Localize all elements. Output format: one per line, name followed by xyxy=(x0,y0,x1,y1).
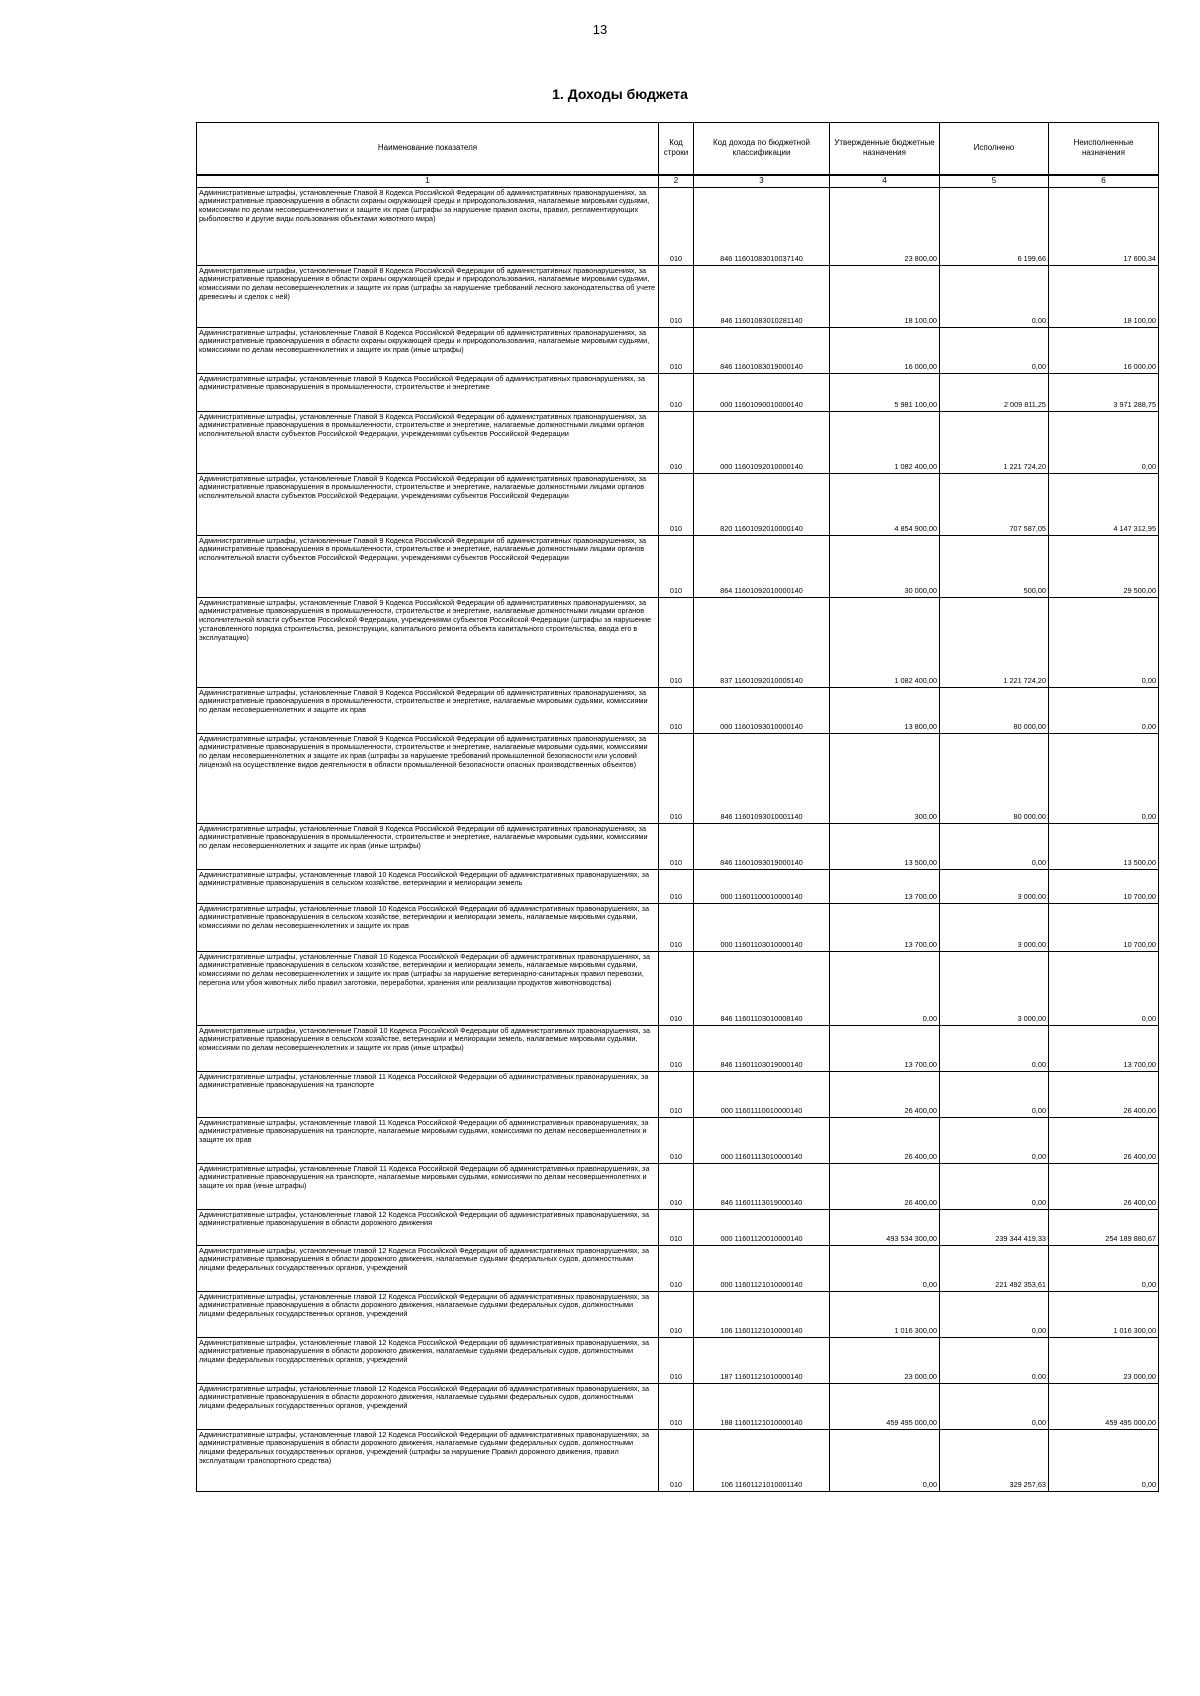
row-code-cell: 010 xyxy=(659,903,694,951)
row-executed-cell: 0,00 xyxy=(940,1383,1049,1429)
table-row xyxy=(197,411,1159,473)
row-code-cell: 010 xyxy=(659,1071,694,1117)
row-name-cell: Административные штрафы, установленные Главой 9 Кодекса Российской Федерации об административных правонарушениях, за административные правонарушения в промышленности, строительстве и энергетике, налагаемые мировыми судьями, комиссиями по делам несовершеннолетних и защите их прав xyxy=(197,687,659,733)
row-kbk-cell: 000 11601092010000140 xyxy=(694,411,830,473)
row-approved-cell: 30 000,00 xyxy=(830,535,940,597)
row-kbk-cell: 846 11601103019000140 xyxy=(694,1025,830,1071)
row-executed-cell: 1 221 724,20 xyxy=(940,411,1049,473)
row-executed-cell: 0,00 xyxy=(940,1163,1049,1209)
row-name-cell: Административные штрафы, установленные Главой 9 Кодекса Российской Федерации об административных правонарушениях, за административные правонарушения в промышленности, строительстве и энергетике, налагаемые должностными лицами органов исполнительной власти субъектов Российской Федерации, учреждениями субъектов Российской Федерации (штрафы за нарушение установленного порядка строительства, реконструкции, капитального ремонта объекта капитального строительства, ввода его в эксплуатацию) xyxy=(197,597,659,687)
row-kbk-cell: 846 11601083010281140 xyxy=(694,265,830,327)
table-row xyxy=(197,1071,1159,1117)
row-executed-cell: 500,00 xyxy=(940,535,1049,597)
row-approved-cell: 23 800,00 xyxy=(830,187,940,265)
row-executed-cell: 3 000,00 xyxy=(940,903,1049,951)
row-kbk-cell: 837 11601092010005140 xyxy=(694,597,830,687)
row-unexecuted-cell: 18 100,00 xyxy=(1049,265,1159,327)
row-code-cell: 010 xyxy=(659,869,694,903)
row-unexecuted-cell: 0,00 xyxy=(1049,1245,1159,1291)
row-code-cell: 010 xyxy=(659,1429,694,1491)
column-number: 2 xyxy=(659,175,694,188)
row-kbk-cell: 187 11601121010000140 xyxy=(694,1337,830,1383)
table-row xyxy=(197,473,1159,535)
row-executed-cell: 3 000,00 xyxy=(940,869,1049,903)
table-row xyxy=(197,823,1159,869)
row-executed-cell: 0,00 xyxy=(940,1337,1049,1383)
table-row xyxy=(197,1163,1159,1209)
row-code-cell: 010 xyxy=(659,1163,694,1209)
table-row xyxy=(197,903,1159,951)
row-kbk-cell: 846 11601083010037140 xyxy=(694,187,830,265)
row-kbk-cell: 820 11601092010000140 xyxy=(694,473,830,535)
row-kbk-cell: 846 11601113019000140 xyxy=(694,1163,830,1209)
header-unexecuted: Неисполненные назначения xyxy=(1049,123,1159,175)
row-approved-cell: 300,00 xyxy=(830,733,940,823)
row-unexecuted-cell: 3 971 288,75 xyxy=(1049,373,1159,411)
row-code-cell: 010 xyxy=(659,265,694,327)
row-unexecuted-cell: 1 016 300,00 xyxy=(1049,1291,1159,1337)
row-kbk-cell: 000 11601121010000140 xyxy=(694,1245,830,1291)
row-kbk-cell: 846 11601093010001140 xyxy=(694,733,830,823)
row-code-cell: 010 xyxy=(659,535,694,597)
row-approved-cell: 493 534 300,00 xyxy=(830,1209,940,1245)
row-approved-cell: 26 400,00 xyxy=(830,1117,940,1163)
row-kbk-cell: 000 11601090010000140 xyxy=(694,373,830,411)
row-code-cell: 010 xyxy=(659,687,694,733)
row-executed-cell: 329 257,63 xyxy=(940,1429,1049,1491)
row-code-cell: 010 xyxy=(659,1337,694,1383)
row-code-cell: 010 xyxy=(659,327,694,373)
row-unexecuted-cell: 26 400,00 xyxy=(1049,1071,1159,1117)
row-name-cell: Административные штрафы, установленные Главой 8 Кодекса Российской Федерации об административных правонарушениях, за административные правонарушения в области охраны окружающей среды и природопользования, налагаемые мировыми судьями, комиссиями по делам несовершеннолетних и защите их прав (иные штрафы) xyxy=(197,327,659,373)
row-name-cell: Административные штрафы, установленные Главой 10 Кодекса Российской Федерации об административных правонарушениях, за административные правонарушения в сельском хозяйстве, ветеринарии и мелиорации земель, налагаемые мировыми судьями, комиссиями по делам несовершеннолетних и защите их прав (штрафы за нарушение ветеринарно-санитарных правил перевозки, перегона или убоя животных либо правил заготовки, переработки, хранения или реализации продуктов животноводства) xyxy=(197,951,659,1025)
row-unexecuted-cell: 0,00 xyxy=(1049,733,1159,823)
table-row xyxy=(197,1117,1159,1163)
row-name-cell: Административные штрафы, установленные главой 10 Кодекса Российской Федерации об административных правонарушениях, за административные правонарушения в сельском хозяйстве, ветеринарии и мелиорации земель xyxy=(197,869,659,903)
row-unexecuted-cell: 13 500,00 xyxy=(1049,823,1159,869)
row-executed-cell: 0,00 xyxy=(940,1291,1049,1337)
table-row xyxy=(197,1291,1159,1337)
row-code-cell: 010 xyxy=(659,473,694,535)
table-row xyxy=(197,1209,1159,1245)
row-executed-cell: 80 000,00 xyxy=(940,733,1049,823)
row-approved-cell: 13 700,00 xyxy=(830,869,940,903)
table-row xyxy=(197,597,1159,687)
row-name-cell: Административные штрафы, установленные Главой 9 Кодекса Российской Федерации об административных правонарушениях, за административные правонарушения в промышленности, строительстве и энергетике, налагаемые мировыми судьями, комиссиями по делам несовершеннолетних и защите их прав (иные штрафы) xyxy=(197,823,659,869)
row-kbk-cell: 846 11601083019000140 xyxy=(694,327,830,373)
section-title: 1. Доходы бюджета xyxy=(552,86,688,102)
row-name-cell: Административные штрафы, установленные главой 12 Кодекса Российской Федерации об административных правонарушениях, за административные правонарушения в области дорожного движения, налагаемые судьями федеральных судов, должностными лицами федеральных государственных органов, учреждений xyxy=(197,1337,659,1383)
table-row xyxy=(197,265,1159,327)
row-executed-cell: 0,00 xyxy=(940,327,1049,373)
column-number: 4 xyxy=(830,175,940,188)
row-name-cell: Административные штрафы, установленные Главой 8 Кодекса Российской Федерации об административных правонарушениях, за административные правонарушения в области охраны окружающей среды и природопользования, налагаемые мировыми судьями, комиссиями по делам несовершеннолетних и защите их прав (штрафы за нарушение правил охоты, правил, регламентирующих рыболовство и другие виды пользования объектами животного мира) xyxy=(197,187,659,265)
row-approved-cell: 5 981 100,00 xyxy=(830,373,940,411)
row-unexecuted-cell: 4 147 312,95 xyxy=(1049,473,1159,535)
row-name-cell: Административные штрафы, установленные главой 11 Кодекса Российской Федерации об административных правонарушениях, за административные правонарушения на транспорте xyxy=(197,1071,659,1117)
table-row xyxy=(197,1245,1159,1291)
row-approved-cell: 13 700,00 xyxy=(830,903,940,951)
table-row xyxy=(197,1383,1159,1429)
row-executed-cell: 0,00 xyxy=(940,1025,1049,1071)
row-approved-cell: 26 400,00 xyxy=(830,1163,940,1209)
row-unexecuted-cell: 0,00 xyxy=(1049,687,1159,733)
row-approved-cell: 26 400,00 xyxy=(830,1071,940,1117)
row-code-cell: 010 xyxy=(659,1117,694,1163)
row-name-cell: Административные штрафы, установленные Главой 9 Кодекса Российской Федерации об административных правонарушениях, за административные правонарушения в промышленности, строительстве и энергетике, налагаемые должностными лицами органов исполнительной власти субъектов Российской Федерации, учреждениями субъектов Российской Федерации xyxy=(197,411,659,473)
table-row xyxy=(197,373,1159,411)
table-row xyxy=(197,687,1159,733)
row-unexecuted-cell: 254 189 880,67 xyxy=(1049,1209,1159,1245)
row-executed-cell: 80 000,00 xyxy=(940,687,1049,733)
row-unexecuted-cell: 23 000,00 xyxy=(1049,1337,1159,1383)
column-number: 1 xyxy=(197,175,659,188)
row-name-cell: Административные штрафы, установленные главой 12 Кодекса Российской Федерации об административных правонарушениях, за административные правонарушения в области дорожного движения, налагаемые судьями федеральных судов, должностными лицами федеральных государственных органов, учреждений xyxy=(197,1291,659,1337)
row-name-cell: Административные штрафы, установленные главой 10 Кодекса Российской Федерации об административных правонарушениях, за административные правонарушения в сельском хозяйстве, ветеринарии и мелиорации земель, налагаемые мировыми судьями, комиссиями по делам несовершеннолетних и защите их прав xyxy=(197,903,659,951)
row-unexecuted-cell: 29 500,00 xyxy=(1049,535,1159,597)
table-row xyxy=(197,1337,1159,1383)
row-approved-cell: 0,00 xyxy=(830,1429,940,1491)
row-approved-cell: 0,00 xyxy=(830,951,940,1025)
row-executed-cell: 3 000,00 xyxy=(940,951,1049,1025)
row-code-cell: 010 xyxy=(659,951,694,1025)
row-kbk-cell: 000 11601110010000140 xyxy=(694,1071,830,1117)
row-name-cell: Административные штрафы, установленные Главой 11 Кодекса Российской Федерации об административных правонарушениях, за административные правонарушения на транспорте, налагаемые мировыми судьями, комиссиями по делам несовершеннолетних и защите их прав (иные штрафы) xyxy=(197,1163,659,1209)
row-code-cell: 010 xyxy=(659,1291,694,1337)
row-approved-cell: 13 500,00 xyxy=(830,823,940,869)
column-number: 3 xyxy=(694,175,830,188)
row-executed-cell: 707 587,05 xyxy=(940,473,1049,535)
row-code-cell: 010 xyxy=(659,187,694,265)
row-executed-cell: 0,00 xyxy=(940,1071,1049,1117)
row-approved-cell: 13 700,00 xyxy=(830,1025,940,1071)
row-unexecuted-cell: 26 400,00 xyxy=(1049,1117,1159,1163)
row-kbk-cell: 000 11601100010000140 xyxy=(694,869,830,903)
row-approved-cell: 1 082 400,00 xyxy=(830,411,940,473)
header-kbk: Код дохода по бюджетной классификации xyxy=(694,123,830,175)
row-unexecuted-cell: 13 700,00 xyxy=(1049,1025,1159,1071)
column-number: 5 xyxy=(940,175,1049,188)
row-name-cell: Административные штрафы, установленные Главой 9 Кодекса Российской Федерации об административных правонарушениях, за административные правонарушения в промышленности, строительстве и энергетике, налагаемые мировыми судьями, комиссиями по делам несовершеннолетних и защите их прав (штрафы за нарушение требований промышленной безопасности или условий лицензий на осуществление видов деятельности в области промышленной безопасности опасных производственных объектов) xyxy=(197,733,659,823)
row-code-cell: 010 xyxy=(659,1383,694,1429)
row-executed-cell: 2 009 811,25 xyxy=(940,373,1049,411)
row-approved-cell: 4 854 900,00 xyxy=(830,473,940,535)
row-approved-cell: 1 016 300,00 xyxy=(830,1291,940,1337)
header-code: Код строки xyxy=(659,123,694,175)
row-kbk-cell: 846 11601103010008140 xyxy=(694,951,830,1025)
row-name-cell: Административные штрафы, установленные главой 12 Кодекса Российской Федерации об административных правонарушениях, за административные правонарушения в области дорожного движения, налагаемые судьями федеральных судов, должностными лицами федеральных государственных органов, учреждений xyxy=(197,1245,659,1291)
row-code-cell: 010 xyxy=(659,733,694,823)
budget-income-table xyxy=(196,122,1159,1492)
row-approved-cell: 23 000,00 xyxy=(830,1337,940,1383)
row-kbk-cell: 846 11601093019000140 xyxy=(694,823,830,869)
table-row xyxy=(197,327,1159,373)
row-kbk-cell: 864 11601092010000140 xyxy=(694,535,830,597)
column-number: 6 xyxy=(1049,175,1159,188)
row-approved-cell: 18 100,00 xyxy=(830,265,940,327)
row-approved-cell: 16 000,00 xyxy=(830,327,940,373)
row-executed-cell: 221 492 353,61 xyxy=(940,1245,1049,1291)
row-unexecuted-cell: 0,00 xyxy=(1049,411,1159,473)
row-code-cell: 010 xyxy=(659,1245,694,1291)
row-name-cell: Административные штрафы, установленные главой 12 Кодекса Российской Федерации об административных правонарушениях, за административные правонарушения в области дорожного движения, налагаемые судьями федеральных судов, должностными лицами федеральных государственных органов, учреждений (штрафы за нарушение Правил дорожного движения, правил эксплуатации транспортного средства) xyxy=(197,1429,659,1491)
row-kbk-cell: 000 11601103010000140 xyxy=(694,903,830,951)
row-name-cell: Административные штрафы, установленные главой 9 Кодекса Российской Федерации об административных правонарушениях, за административные правонарушения в промышленности, строительстве и энергетике xyxy=(197,373,659,411)
row-executed-cell: 239 344 419,33 xyxy=(940,1209,1049,1245)
table-row xyxy=(197,1429,1159,1491)
row-unexecuted-cell: 459 495 000,00 xyxy=(1049,1383,1159,1429)
row-name-cell: Административные штрафы, установленные Главой 8 Кодекса Российской Федерации об административных правонарушениях, за административные правонарушения в области охраны окружающей среды и природопользования, налагаемые мировыми судьями, комиссиями по делам несовершеннолетних и защите их прав (штрафы за нарушение требований лесного законодательства об учете древесины и сделок с ней) xyxy=(197,265,659,327)
header-executed: Исполнено xyxy=(940,123,1049,175)
row-kbk-cell: 188 11601121010000140 xyxy=(694,1383,830,1429)
row-approved-cell: 1 082 400,00 xyxy=(830,597,940,687)
row-code-cell: 010 xyxy=(659,597,694,687)
row-name-cell: Административные штрафы, установленные главой 12 Кодекса Российской Федерации об административных правонарушениях, за административные правонарушения в области дорожного движения, налагаемые судьями федеральных судов, должностными лицами федеральных государственных органов, учреждений xyxy=(197,1383,659,1429)
row-name-cell: Административные штрафы, установленные Главой 9 Кодекса Российской Федерации об административных правонарушениях, за административные правонарушения в промышленности, строительстве и энергетике, налагаемые должностными лицами органов исполнительной власти субъектов Российской Федерации, учреждениями субъектов Российской Федерации xyxy=(197,535,659,597)
row-executed-cell: 6 199,66 xyxy=(940,187,1049,265)
row-kbk-cell: 000 11601113010000140 xyxy=(694,1117,830,1163)
row-executed-cell: 0,00 xyxy=(940,823,1049,869)
row-unexecuted-cell: 10 700,00 xyxy=(1049,869,1159,903)
table-row xyxy=(197,733,1159,823)
row-executed-cell: 0,00 xyxy=(940,265,1049,327)
row-kbk-cell: 000 11601093010000140 xyxy=(694,687,830,733)
row-executed-cell: 0,00 xyxy=(940,1117,1049,1163)
row-executed-cell: 1 221 724,20 xyxy=(940,597,1049,687)
row-approved-cell: 459 495 000,00 xyxy=(830,1383,940,1429)
row-code-cell: 010 xyxy=(659,411,694,473)
row-code-cell: 010 xyxy=(659,1209,694,1245)
row-kbk-cell: 000 11601120010000140 xyxy=(694,1209,830,1245)
row-name-cell: Административные штрафы, установленные главой 11 Кодекса Российской Федерации об административных правонарушениях, за административные правонарушения на транспорте, налагаемые мировыми судьями, комиссиями по делам несовершеннолетних и защите их прав xyxy=(197,1117,659,1163)
row-code-cell: 010 xyxy=(659,823,694,869)
row-approved-cell: 0,00 xyxy=(830,1245,940,1291)
row-kbk-cell: 106 11601121010001140 xyxy=(694,1429,830,1491)
table-row xyxy=(197,1025,1159,1071)
row-unexecuted-cell: 0,00 xyxy=(1049,597,1159,687)
row-unexecuted-cell: 26 400,00 xyxy=(1049,1163,1159,1209)
row-name-cell: Административные штрафы, установленные главой 12 Кодекса Российской Федерации об административных правонарушениях, за административные правонарушения в области дорожного движения xyxy=(197,1209,659,1245)
header-name: Наименование показателя xyxy=(197,123,659,175)
row-unexecuted-cell: 10 700,00 xyxy=(1049,903,1159,951)
row-unexecuted-cell: 0,00 xyxy=(1049,951,1159,1025)
table-row xyxy=(197,869,1159,903)
row-code-cell: 010 xyxy=(659,1025,694,1071)
header-approved: Утвержденные бюджетные назначения xyxy=(830,123,940,175)
table-row xyxy=(197,187,1159,265)
row-unexecuted-cell: 16 000,00 xyxy=(1049,327,1159,373)
row-name-cell: Административные штрафы, установленные Главой 10 Кодекса Российской Федерации об административных правонарушениях, за административные правонарушения в сельском хозяйстве, ветеринарии и мелиорации земель, налагаемые мировыми судьями, комиссиями по делам несовершеннолетних и защите их прав (иные штрафы) xyxy=(197,1025,659,1071)
row-unexecuted-cell: 17 600,34 xyxy=(1049,187,1159,265)
row-approved-cell: 13 800,00 xyxy=(830,687,940,733)
row-code-cell: 010 xyxy=(659,373,694,411)
page-number: 13 xyxy=(592,22,608,37)
table-row xyxy=(197,951,1159,1025)
row-name-cell: Административные штрафы, установленные Главой 9 Кодекса Российской Федерации об административных правонарушениях, за административные правонарушения в промышленности, строительстве и энергетике, налагаемые должностными лицами органов исполнительной власти субъектов Российской Федерации, учреждениями субъектов Российской Федерации xyxy=(197,473,659,535)
row-kbk-cell: 106 11601121010000140 xyxy=(694,1291,830,1337)
row-unexecuted-cell: 0,00 xyxy=(1049,1429,1159,1491)
table-row xyxy=(197,535,1159,597)
